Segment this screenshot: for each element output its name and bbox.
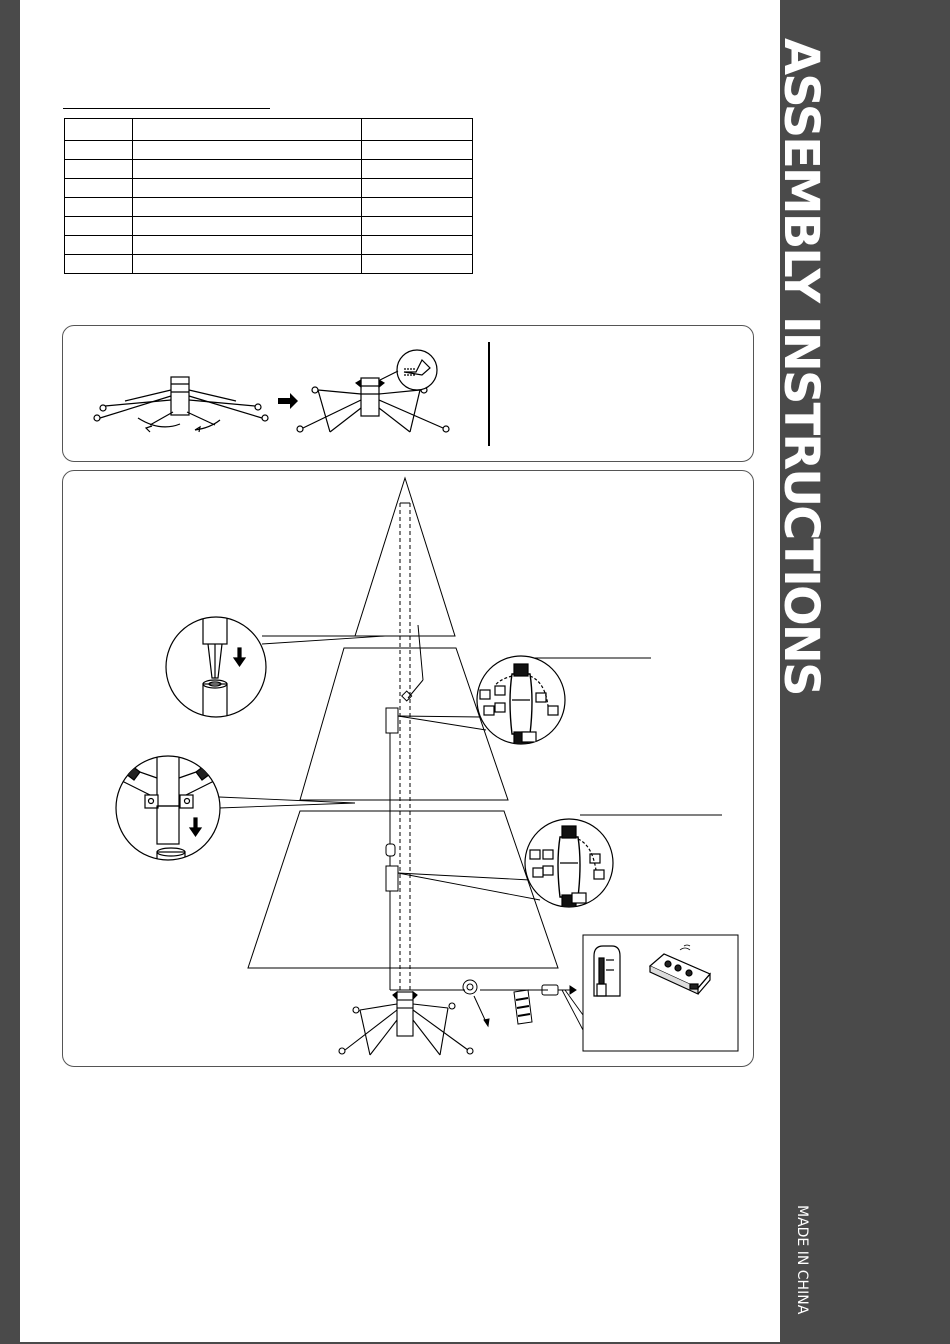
hinge-section-detail-icon	[116, 752, 220, 872]
light-connector-detail-icon	[477, 656, 565, 746]
light-connector-detail-icon	[525, 819, 613, 909]
tree-stand-icon	[94, 377, 268, 432]
side-title: ASSEMBLY INSTRUCTIONS	[773, 38, 829, 695]
made-in-label: MADE IN CHINA	[794, 1205, 810, 1315]
tree-base-stand-icon	[339, 992, 473, 1055]
tree-pole	[386, 503, 576, 995]
foot-pedal-switch-icon	[463, 980, 558, 1026]
arrow-right-icon	[278, 393, 298, 409]
power-adapter-icon	[594, 946, 620, 996]
pole-insert-detail-icon	[166, 610, 266, 724]
eyebolt-detail-icon	[380, 350, 437, 390]
